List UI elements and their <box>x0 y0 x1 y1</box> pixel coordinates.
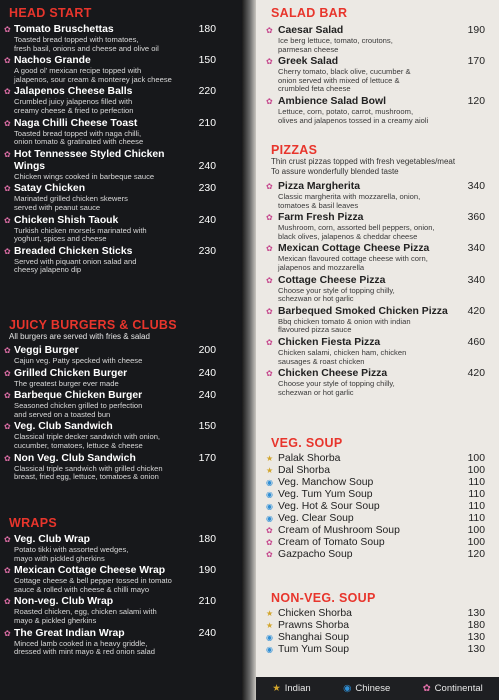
section-title: PIZZAS <box>271 143 318 157</box>
menu-item <box>0 368 228 389</box>
item-desc: Chicken salami, chicken ham, chicken <box>278 347 407 357</box>
section-wraps <box>0 516 228 657</box>
continental-flower-icon: ✿ <box>266 306 273 316</box>
item-desc: Ice berg lettuce, tomato, croutons, <box>278 36 393 45</box>
item-desc: Marinated grilled chicken skewers <box>14 194 128 204</box>
menu-item <box>0 55 228 84</box>
section-title: HEAD START <box>9 6 92 20</box>
item-name: Cream of Tomato Soup <box>278 537 385 548</box>
item-desc: Crumbled juicy jalapenos filled with <box>14 97 133 107</box>
item-price: 130 <box>467 608 485 619</box>
continental-flower-icon: ✿ <box>4 149 11 159</box>
item-name: Chicken Cheese Pizza <box>278 368 388 380</box>
item-name: Nachos Grande <box>14 55 91 67</box>
item-desc: black olives, jalapenos & cheddar cheese <box>278 231 418 241</box>
item-price: 110 <box>468 501 485 512</box>
menu-item <box>0 118 228 147</box>
chinese-circle-icon: ◉ <box>266 514 273 523</box>
item-price: 150 <box>198 55 216 67</box>
item-name: Shanghai Soup <box>278 632 350 643</box>
item-price: 120 <box>467 549 485 560</box>
item-desc: Classical triple sandwich with grilled chicken <box>14 463 163 473</box>
item-price: 110 <box>468 477 485 488</box>
item-desc: A good ol' mexican recipe topped with <box>14 66 142 76</box>
menu-item <box>256 337 499 366</box>
item-price: 240 <box>198 367 216 379</box>
item-name: Chicken Shish Taouk <box>14 214 119 226</box>
item-desc: jalapenos and mozzarella <box>278 262 365 272</box>
continental-flower-icon: ✿ <box>266 96 273 106</box>
item-price: 150 <box>198 421 216 433</box>
continental-flower-icon: ✿ <box>4 368 11 378</box>
item-desc: Minced lamb cooked in a heavy griddle, <box>14 638 148 648</box>
menu-item <box>0 596 228 625</box>
chinese-circle-icon: ◉ <box>266 645 273 654</box>
item-price: 240 <box>198 390 216 402</box>
continental-flower-icon: ✿ <box>266 244 273 254</box>
section-title: SALAD BAR <box>271 6 348 20</box>
menu-item <box>0 183 228 212</box>
item-desc: Lettuce, corn, potato, carrot, mushroom, <box>278 106 414 116</box>
item-desc: Bbq chicken tomato & onion with indian <box>278 316 411 326</box>
section-salad-bar <box>256 6 499 125</box>
item-name: Grilled Chicken Burger <box>14 367 128 379</box>
menu-item <box>256 465 499 477</box>
continental-flower-icon: ✿ <box>266 275 273 285</box>
menu-item <box>0 86 228 115</box>
menu-item <box>0 534 228 563</box>
item-desc: Choose your style of topping chilly, <box>278 379 395 389</box>
item-price: 180 <box>198 24 216 35</box>
menu-item <box>0 215 228 244</box>
item-price: 120 <box>467 95 485 107</box>
item-desc: dressed with mint mayo & red onion salad <box>14 647 155 657</box>
continental-flower-icon: ✿ <box>266 337 273 347</box>
item-price: 100 <box>467 453 485 464</box>
continental-flower-icon: ✿ <box>422 683 431 694</box>
item-price: 340 <box>467 243 485 255</box>
item-price: 340 <box>467 274 485 286</box>
chinese-circle-icon: ◉ <box>266 490 273 499</box>
menu-item <box>0 345 228 366</box>
item-desc: schezwan or hot garlic <box>278 294 354 304</box>
item-price: 460 <box>467 336 485 348</box>
item-name: Caesar Salad <box>278 25 344 36</box>
item-desc: Seasoned chicken grilled to perfection <box>14 401 143 411</box>
item-price: 100 <box>467 537 485 548</box>
item-name: Barbequed Smoked Chicken Pizza <box>278 305 448 317</box>
continental-flower-icon: ✿ <box>266 213 273 223</box>
item-desc: jalapenos, sour cream & monterey jack cheese <box>14 74 172 84</box>
item-name: Hot Tennessee Styled Chicken <box>14 148 165 160</box>
menu-item <box>256 549 499 561</box>
section-head-start <box>0 6 228 275</box>
section-nonveg-soup <box>256 591 499 656</box>
item-price: 190 <box>198 565 216 577</box>
item-desc: sauce & rolled with cheese & chilli mayo <box>14 584 150 594</box>
menu-item <box>256 620 499 632</box>
continental-flower-icon: ✿ <box>266 550 273 559</box>
item-price: 170 <box>198 452 216 464</box>
item-desc: breast, fried egg, lettuce, tomatoes & onion <box>14 472 159 482</box>
item-name: Chicken Fiesta Pizza <box>278 336 381 348</box>
menu-item <box>0 628 228 657</box>
continental-flower-icon: ✿ <box>4 391 11 401</box>
item-desc: Served with piquant onion salad and <box>14 256 137 266</box>
menu-item <box>256 275 499 304</box>
continental-flower-icon: ✿ <box>4 118 11 128</box>
menu-item <box>256 489 499 501</box>
item-name-line2: Wings <box>14 160 46 172</box>
menu-item <box>256 608 499 620</box>
item-name: Satay Chicken <box>14 183 86 195</box>
item-desc: mayo with pickled gherkins <box>14 553 105 563</box>
item-desc: tomatoes & basil leaves <box>278 200 359 210</box>
menu-item <box>0 453 228 482</box>
legend-label: Chinese <box>355 683 391 694</box>
continental-flower-icon: ✿ <box>4 597 11 607</box>
section-title: VEG. SOUP <box>271 436 343 450</box>
right-menu-panel <box>256 0 499 700</box>
menu-item <box>256 453 499 465</box>
item-name: Prawns Shorba <box>278 620 350 631</box>
item-desc: Choose your style of topping chilly, <box>278 285 395 295</box>
item-name: Mexican Cottage Cheese Wrap <box>14 565 166 577</box>
item-name: Greek Salad <box>278 56 339 68</box>
item-name: Gazpacho Soup <box>278 549 353 560</box>
continental-flower-icon: ✿ <box>266 369 273 379</box>
section-note: To assure wonderfully blended taste <box>271 167 399 176</box>
item-desc: creamy cheese & fried to perfection <box>14 105 134 115</box>
item-name: Barbeque Chicken Burger <box>14 390 143 402</box>
item-name: Veg. Clear Soup <box>278 513 354 524</box>
item-price: 110 <box>468 489 485 500</box>
item-price: 240 <box>198 214 216 226</box>
item-price: 240 <box>198 160 216 172</box>
legend-chinese <box>343 683 390 694</box>
section-note: Thin crust pizzas topped with fresh vegetables/meat <box>271 157 456 166</box>
item-price: 220 <box>198 86 216 98</box>
menu-item <box>0 24 228 53</box>
chinese-circle-icon: ◉ <box>266 633 273 642</box>
item-name: Non Veg. Club Sandwich <box>14 452 136 464</box>
section-pizzas <box>256 143 499 397</box>
continental-flower-icon: ✿ <box>4 628 11 638</box>
menu-item <box>256 25 499 54</box>
menu-item <box>256 96 499 125</box>
item-desc: Toasted bread topped with tomatoes, <box>14 35 139 44</box>
item-name: The Great Indian Wrap <box>14 627 125 639</box>
item-desc: cucumber, tomatoes, lettuce & cheese <box>14 440 143 450</box>
indian-star-icon: ★ <box>266 454 274 463</box>
menu-item <box>256 368 499 397</box>
item-desc: Turkish chicken morsels marinated with <box>14 225 147 235</box>
item-name: Veg. Tum Yum Soup <box>278 489 373 500</box>
continental-flower-icon: ✿ <box>266 57 273 67</box>
section-veg-soup <box>256 436 499 561</box>
item-name: Cottage Cheese Pizza <box>278 274 386 286</box>
continental-flower-icon: ✿ <box>4 246 11 256</box>
legend-indian <box>272 683 310 694</box>
item-price: 130 <box>467 644 485 655</box>
item-name: Veg. Hot & Sour Soup <box>278 501 380 512</box>
legend-continental <box>423 683 483 694</box>
menu-item <box>256 56 499 94</box>
continental-flower-icon: ✿ <box>4 56 11 66</box>
item-name: Tomato Bruschettas <box>14 24 114 35</box>
item-desc: Mexican flavoured cottage cheese with corn, <box>278 254 428 264</box>
item-price: 420 <box>467 368 485 380</box>
section-title: NON-VEG. SOUP <box>271 591 376 605</box>
item-desc: onion tomato & gratinated with cheese <box>14 137 144 147</box>
chinese-circle-icon: ◉ <box>343 683 352 694</box>
item-desc: Cherry tomato, black olive, cucumber & <box>278 67 411 77</box>
item-name: Cream of Mushroom Soup <box>278 525 400 536</box>
item-price: 340 <box>467 181 485 192</box>
item-desc: Classical triple decker sandwich with onion, <box>14 432 161 442</box>
cuisine-legend <box>256 677 499 700</box>
menu-item <box>256 632 499 644</box>
menu-item <box>256 537 499 549</box>
item-desc: olives and jalapenos tossed in a creamy aioli <box>278 115 429 125</box>
item-desc: served with peanut sauce <box>14 202 101 212</box>
item-price: 210 <box>198 596 216 608</box>
item-price: 130 <box>467 632 485 643</box>
item-price: 170 <box>467 56 485 68</box>
item-name: Ambience Salad Bowl <box>278 95 386 107</box>
menu-item <box>256 644 499 656</box>
item-desc: yoghurt, spices and cheese <box>14 234 107 244</box>
item-name: Pizza Margherita <box>278 181 360 192</box>
item-desc: and served on a toasted bun <box>14 409 111 419</box>
item-price: 180 <box>198 534 216 545</box>
item-name: Dal Shorba <box>278 465 330 476</box>
continental-flower-icon: ✿ <box>266 538 273 547</box>
continental-flower-icon: ✿ <box>4 346 11 355</box>
item-name: Chicken Shorba <box>278 608 352 619</box>
continental-flower-icon: ✿ <box>266 526 273 535</box>
item-desc: cheesy jalapeno dip <box>14 265 82 275</box>
section-note: All burgers are served with fries & salad <box>9 332 150 341</box>
page-fold <box>242 0 256 700</box>
item-name: Non-veg. Club Wrap <box>14 596 114 608</box>
section-title: WRAPS <box>9 516 58 530</box>
item-price: 420 <box>467 305 485 317</box>
chinese-circle-icon: ◉ <box>266 502 273 511</box>
menu-item <box>256 525 499 537</box>
menu-item <box>0 565 228 594</box>
menu-item <box>0 149 228 182</box>
item-price: 210 <box>198 117 216 129</box>
menu-item <box>256 501 499 513</box>
indian-star-icon: ★ <box>266 621 274 630</box>
continental-flower-icon: ✿ <box>266 182 273 191</box>
item-name: Veggi Burger <box>14 345 79 356</box>
item-desc: crumbled feta cheese <box>278 84 351 94</box>
item-name: Palak Shorba <box>278 453 341 464</box>
continental-flower-icon: ✿ <box>4 25 11 34</box>
continental-flower-icon: ✿ <box>4 453 11 463</box>
continental-flower-icon: ✿ <box>4 422 11 432</box>
item-name: Tum Yum Soup <box>278 644 350 655</box>
item-price: 230 <box>198 245 216 257</box>
item-desc: Potato tikki with assorted wedges, <box>14 545 129 554</box>
item-name: Breaded Chicken Sticks <box>14 245 133 257</box>
item-name: Veg. Club Sandwich <box>14 421 113 433</box>
item-price: 200 <box>198 345 216 356</box>
indian-star-icon: ★ <box>272 683 281 694</box>
menu-item <box>256 513 499 525</box>
item-desc: flavoured pizza sauce <box>278 325 352 335</box>
item-name: Jalapenos Cheese Balls <box>14 86 133 98</box>
item-name: Mexican Cottage Cheese Pizza <box>278 243 430 255</box>
section-burgers <box>0 318 228 482</box>
item-price: 180 <box>467 620 485 631</box>
indian-star-icon: ★ <box>266 466 274 475</box>
menu-item <box>256 306 499 335</box>
item-desc: Classic margherita with mozzarella, onion, <box>278 192 421 201</box>
item-price: 100 <box>467 525 485 536</box>
chinese-circle-icon: ◉ <box>266 478 273 487</box>
item-name: Farm Fresh Pizza <box>278 212 364 224</box>
menu-item <box>0 390 228 419</box>
menu-item <box>256 181 499 210</box>
item-price: 110 <box>468 513 485 524</box>
menu-item <box>256 477 499 489</box>
item-desc: schezwan or hot garlic <box>278 387 354 397</box>
continental-flower-icon: ✿ <box>4 184 11 194</box>
item-desc: onion served with mixed of lettuce & <box>278 75 400 85</box>
item-name: Veg. Club Wrap <box>14 534 91 545</box>
item-price: 190 <box>467 25 485 36</box>
section-title: JUICY BURGERS & CLUBS <box>9 318 177 332</box>
item-desc: mayo & pickled gherkins <box>14 615 97 625</box>
item-price: 360 <box>467 212 485 224</box>
continental-flower-icon: ✿ <box>4 215 11 225</box>
item-desc: The greatest burger ever made <box>14 378 119 388</box>
legend-label: Indian <box>284 683 311 694</box>
item-desc: fresh basil, onions and cheese and olive oil <box>14 43 159 53</box>
continental-flower-icon: ✿ <box>4 566 11 576</box>
menu-item <box>256 212 499 241</box>
item-price: 230 <box>198 183 216 195</box>
indian-star-icon: ★ <box>266 609 274 618</box>
item-price: 100 <box>467 465 485 476</box>
menu-item <box>0 421 228 450</box>
continental-flower-icon: ✿ <box>4 535 11 544</box>
item-name: Veg. Manchow Soup <box>278 477 374 488</box>
item-name: Naga Chilli Cheese Toast <box>14 117 138 129</box>
item-desc: Cajun veg. Patty specked with cheese <box>14 356 143 365</box>
item-desc: Toasted bread topped with naga chilli, <box>14 128 142 138</box>
item-price: 240 <box>198 627 216 639</box>
menu-item <box>0 246 228 275</box>
continental-flower-icon: ✿ <box>4 87 11 97</box>
menu-item <box>256 243 499 272</box>
legend-label: Continental <box>434 683 483 694</box>
item-desc: Roasted chicken, egg, chicken salami with <box>14 607 157 617</box>
item-desc: sausages & roast chicken <box>278 356 365 366</box>
continental-flower-icon: ✿ <box>266 26 273 35</box>
item-desc: Chicken wings cooked in barbeque sauce <box>14 171 155 181</box>
item-desc: Cottage cheese & bell pepper tossed in tomato <box>14 576 172 586</box>
item-desc: parmesan cheese <box>278 44 339 54</box>
item-desc: Mushroom, corn, assorted bell peppers, onion, <box>278 223 435 233</box>
